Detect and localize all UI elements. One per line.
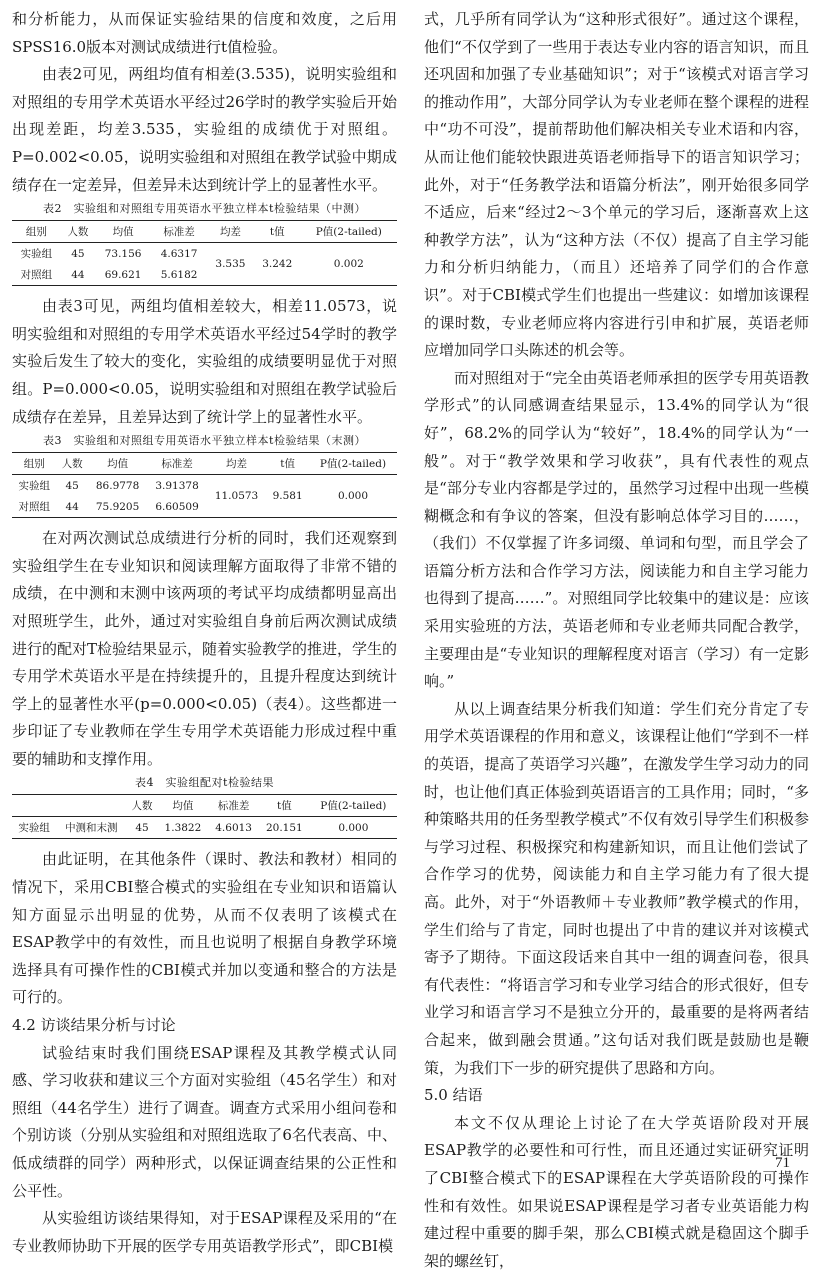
table3-cell: 75.9205 (95, 500, 140, 513)
table3-cell-mean-diff: 11.0573 (214, 490, 259, 503)
table4-caption: 表4 实验组配对t检验结果 (135, 776, 274, 790)
table3-header-cell: 均差 (207, 453, 266, 475)
table3 (12, 452, 397, 518)
paragraph-table3-intro: 由表3可见，两组均值相差较大，相差11.0573，说明实验组和对照组的专用学术英语水平经过54学时的教学实验后发生了较大的变化，实验组的成绩要明显优于对照组。P=0.000<0.05，说明实验组和对照组在教学试验后成绩存在差异，且差异达到了统计学上的显著性水平。 (12, 297, 397, 426)
table4-cell: 20.151 (265, 821, 303, 834)
paragraph-continued: 式，几乎所有同学认为“这种形式很好”。通过这个课程，他们“不仅学到了一些用于表达专业内容的语言知识，而且还巩固和加强了专业基础知识”；对于“该模式对语言学习的推动作用”，大部分同学认为专业老师在整个课程的进程中“功不可没”，提前帮助他们解决相关专业术语和内容，从而让他们能较快跟进英语老师指导下的语言知识学习；此外，对于“任务教学法和语篇分析法”，刚开始很多同学不适应，后来“经过2～3个单元的学习后，逐渐喜欢上这种教学方法”，认为“这种方法（不仅）提高了自主学习能力和分析归纳能力，（而且）还培养了同学们的合作意识”。对于CBI模式学生们也提出一些建议：如增加该课程的课时数，专业老师应将内容进行引申和扩展，英语老师应增加同学口头陈述的机会等。 (424, 10, 809, 360)
table3-cell: 实验组 (18, 480, 50, 493)
table4-cell: 1.3822 (164, 821, 202, 834)
table2-cell-mean-diff: 3.535 (215, 258, 246, 271)
table3-cell: 44 (65, 500, 79, 513)
table3-header-cell: P值(2-tailed) (309, 453, 397, 475)
table2-cell: 45 (71, 247, 85, 260)
table3-header-cell: t值 (266, 453, 309, 475)
table4-header-row (12, 795, 397, 817)
table2-cell: 5.6182 (160, 268, 198, 281)
table4-header-cell: 标准差 (208, 795, 259, 817)
table4 (12, 794, 397, 839)
table2 (12, 220, 397, 286)
table2-header-cell: 组别 (12, 221, 61, 243)
paragraph-top: 和分析能力，从而保证实验结果的信度和效度，之后用SPSS16.0版本对测试成绩进行t值检验。 (12, 10, 397, 56)
page-number: 71 (775, 1155, 790, 1171)
paragraph-control-group: 而对照组对于“完全由英语老师承担的医学专用英语教学形式”的认同感调查结果显示，13.4%的同学认为“很好”，68.2%的同学认为“较好”，18.4%的同学认为“一般”。对于“教学效果和学习收获”，具有代表性的观点是“部分专业内容都是学过的，虽然学习过程中出现一些模糊概念和有争议的答案，但没有影响总体学习目的……，（我们）不仅掌握了许多词缀、单词和句型，而且学会了语篇分析方法和合作学习方法，阅读能力和自主学习能力也得到了提高……”。对照组同学比较集中的建议是：应该采用实验班的方法，英语老师和专业老师共同配合教学，主要理由是“专业知识的理解程度对语言（学习）有一定影响。” (424, 368, 809, 691)
table3-cell-t: 9.581 (272, 490, 303, 503)
table3-cell: 86.9778 (95, 479, 140, 492)
section-heading-5-0: 5.0 结语 (424, 1086, 483, 1105)
paragraph-conclusion: 本文不仅从理论上讨论了在大学英语阶段对开展ESAP教学的必要性和可行性，而且还通过实证研究证明了CBI整合模式下的ESAP课程在大学英语阶段的可操作性和有效性。如果说ESAP课程是学习者专业英语能力构建过程中重要的脚手架，那么CBI模式就是稳固这个脚手架的螺丝钉， (424, 1113, 809, 1270)
table4-header-cell: t值 (259, 795, 310, 817)
table3-header-cell: 人数 (57, 453, 88, 475)
table2-header-cell: 标准差 (151, 221, 207, 243)
table3-header-row (12, 453, 397, 475)
table3-row (12, 475, 397, 497)
table4-cell: 实验组 (18, 822, 50, 835)
table4-cell: 0.000 (338, 821, 369, 834)
table3-cell: 45 (65, 479, 79, 492)
table3-cell-p: 0.000 (337, 490, 369, 503)
table2-cell: 73.156 (104, 247, 142, 260)
table2-cell: 对照组 (20, 269, 53, 282)
paragraph-proof: 由此证明，在其他条件（课时、教法和教材）相同的情况下，采用CBI整合模式的实验组在专业知识和语篇认知方面显示出明显的优势，从而不仅表明了该模式在ESAP教学中的有效性，而且也说明了根据自身教学环境选择具有可操作性的CBI模式并加以变通和整合的方法是可行的。 (12, 850, 397, 1007)
left-column (12, 6, 397, 1260)
table2-cell: 69.621 (104, 268, 142, 281)
table4-header-cell: P值(2-tailed) (310, 795, 397, 817)
table3-caption: 表3 实验组和对照组专用英语水平独立样本t检验结果（末测） (43, 434, 366, 448)
table3-header-cell: 标准差 (147, 453, 206, 475)
section-heading-4-2: 4.2 访谈结果分析与讨论 (12, 1016, 176, 1035)
table2-cell: 实验组 (20, 248, 53, 261)
table2-cell: 44 (71, 268, 85, 281)
table2-header-cell: 均差 (207, 221, 254, 243)
table2-cell-p: 0.002 (333, 258, 364, 271)
table3-header-cell: 组别 (12, 453, 57, 475)
table3-header-cell: 均值 (88, 453, 147, 475)
table2-header-cell: t值 (254, 221, 301, 243)
table4-header-cell: 均值 (158, 795, 209, 817)
right-column (424, 6, 809, 1275)
table2-caption: 表2 实验组和对照组专用英语水平独立样本t检验结果（中测） (43, 202, 366, 216)
paragraph-experiment-start: 从实验组访谈结果得知，对于ESAP课程及采用的“在专业教师协助下开展的医学专用英语教学形式”，即CBI模 (12, 1209, 397, 1255)
table2-header-row (12, 221, 397, 243)
table4-cell: 中测和末测 (65, 822, 118, 835)
table2-header-cell: 均值 (95, 221, 151, 243)
table4-header-cell (56, 795, 126, 817)
paragraph-survey-summary: 从以上调查结果分析我们知道：学生们充分肯定了专用学术英语课程的作用和意义，该课程让他们“学到不一样的英语，提高了英语学习兴趣”，在激发学生学习动力的同时，也让他们真正体验到英语语言的工具作用；同时，“多种策略共用的任务型教学模式”不仅有效引导学生们积极参与学习过程、积极探究和构建新知识，而且让他们尝试了合作学习的优势，阅读能力和自主学习能力有了很大提高。此外，对于“外语教师＋专业教师”教学模式的作用，学生们给与了肯定，同时也提出了中肯的建议并对该模式寄予了期待。下面这段话来自其中一组的调查问卷，很具有代表性：“将语言学习和专业学习结合的形式很好，但专业学习和语言学习不是独立分开的，最重要的是将两者结合起来，做到融会贯通。”这句话对我们既是鼓励也是鞭策，为我们下一步的研究提供了思路和方向。 (424, 699, 809, 1077)
table4-header-cell: 人数 (126, 795, 157, 817)
table2-header-cell: P值(2-tailed) (301, 221, 397, 243)
table4-row (12, 817, 397, 839)
paragraph-table2-intro: 由表2可见，两组均值有相差(3.535)，说明实验组和对照组的专用学术英语水平经过26学时的教学实验后开始出现差距，均差3.535，实验组的成绩优于对照组。P=0.002<0.05，说明实验组和对照组在教学试验中期成绩存在一定差异，但差异未达到统计学上的显著性水平。 (12, 65, 397, 194)
table2-header-cell: 人数 (61, 221, 95, 243)
table2-cell: 4.6317 (160, 247, 198, 260)
paragraph-analysis: 在对两次测试总成绩进行分析的同时，我们还观察到实验组学生在专业知识和阅读理解方面取得了非常不错的成绩，在中测和末测中该两项的考试平均成绩都明显高出对照班学生，此外，通过对实验组自身前后两次测试成绩进行的配对T检验结果显示，随着实验教学的推进，学生的专用学术英语水平是在持续提升的，且提升程度达到统计学上的显著性水平(p=0.000<0.05)（表4）。这些都进一步印证了专业教师在学生专用学术英语能力形成过程中重要的辅助和支撑作用。 (12, 529, 398, 768)
table3-cell: 3.91378 (155, 479, 199, 492)
table4-cell: 4.6013 (215, 821, 252, 834)
table4-header-cell (12, 795, 56, 817)
table3-cell: 6.60509 (155, 500, 199, 513)
table3-cell: 对照组 (18, 501, 50, 514)
table4-cell: 45 (135, 821, 149, 834)
table2-cell-t: 3.242 (262, 258, 293, 271)
table2-row (12, 243, 397, 265)
paragraph-interview: 试验结束时我们围绕ESAP课程及其教学模式认同感、学习收获和建议三个方面对实验组（45名学生）和对照组（44名学生）进行了调查。调查方式采用小组问卷和个别访谈（分别从实验组和对照组选取了6名代表高、中、低成绩群的同学）两种形式，以保证调查结果的公正性和公平性。 (12, 1043, 397, 1200)
